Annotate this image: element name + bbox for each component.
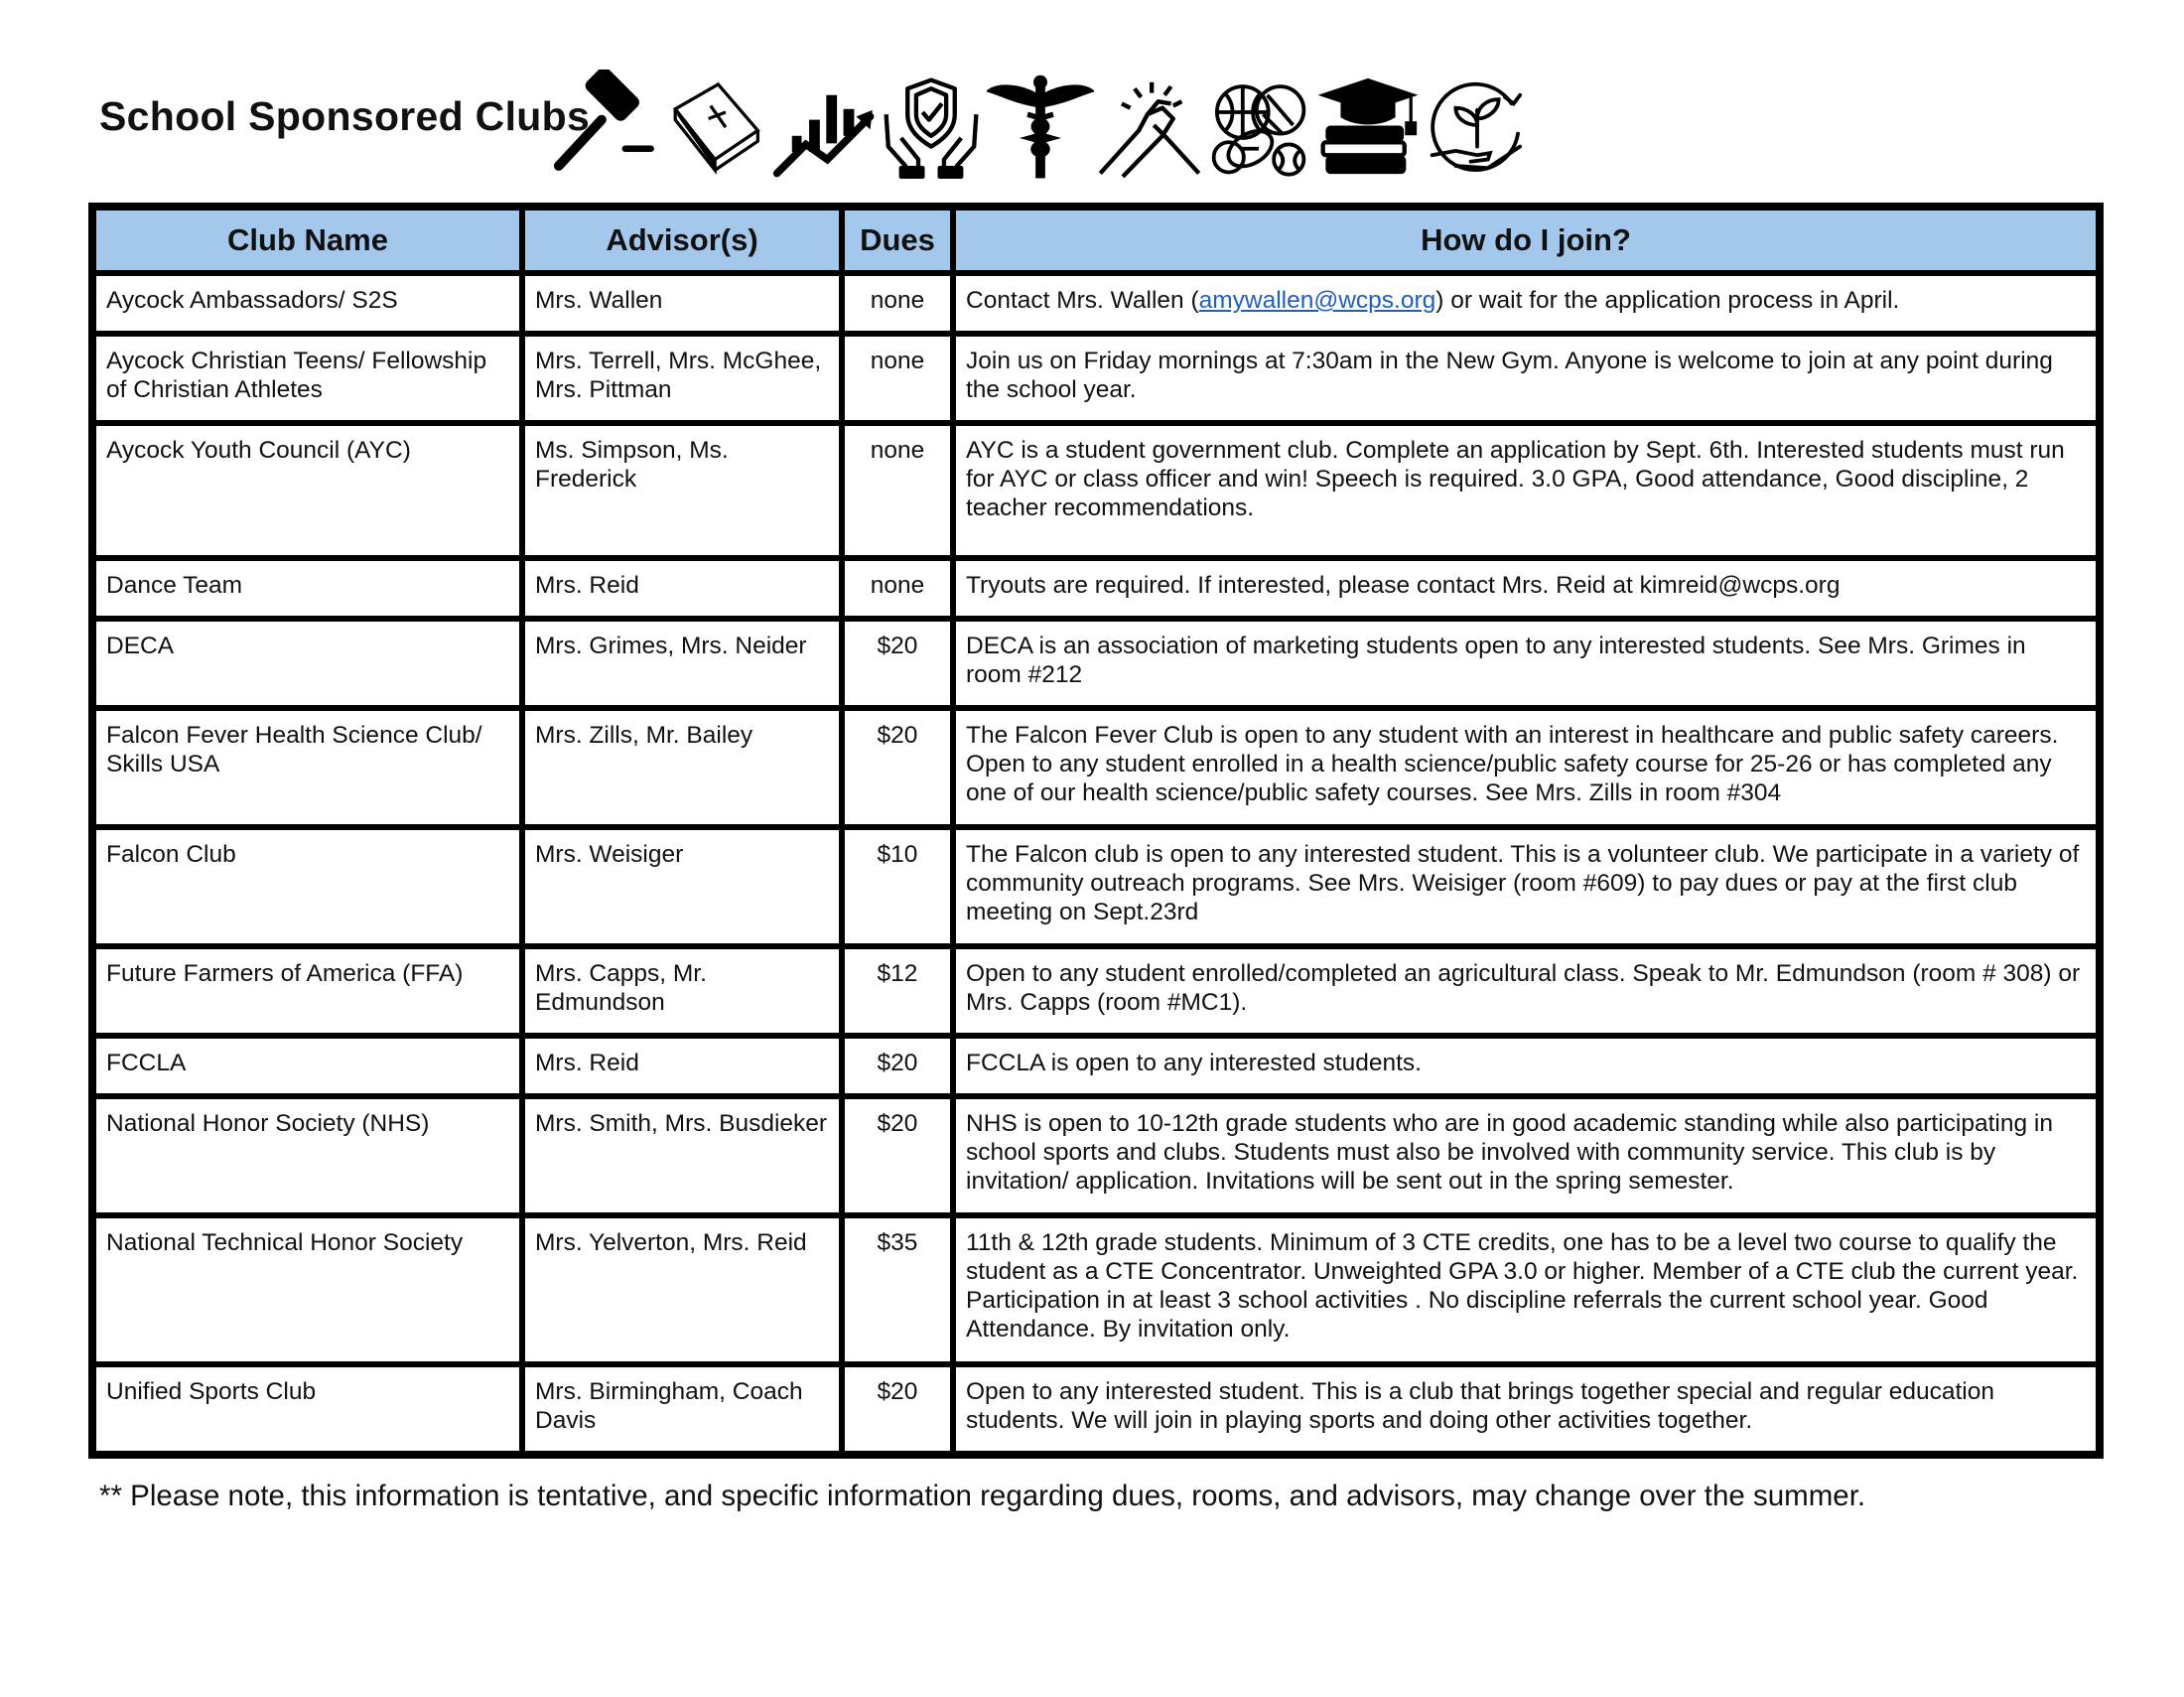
club-name: Falcon Club: [93, 827, 522, 946]
advisor: Mrs. Reid: [522, 558, 842, 619]
join-text: ) or wait for the application process in April.: [1435, 287, 1900, 314]
table-row: [93, 1364, 2099, 1454]
growth-chart-icon: [768, 70, 876, 181]
club-name: FCCLA: [93, 1036, 522, 1096]
how-to-join: FCCLA is open to any interested students.: [953, 1036, 2099, 1096]
dues: none: [842, 558, 953, 619]
dues: $12: [842, 946, 953, 1036]
dues: none: [842, 423, 953, 558]
club-name: Falcon Fever Health Science Club/ Skills USA: [93, 708, 522, 827]
table-row: [93, 1215, 2099, 1364]
table-row: [93, 558, 2099, 619]
advisor: Mrs. Terrell, Mrs. McGhee, Mrs. Pittman: [522, 334, 842, 423]
how-to-join: Join us on Friday mornings at 7:30am in the New Gym. Anyone is welcome to join at any point during the school year.: [953, 334, 2099, 423]
handshake-icon: [1096, 70, 1203, 181]
club-name: Future Farmers of America (FFA): [93, 946, 522, 1036]
table-row: [93, 1036, 2099, 1096]
dues: $20: [842, 1364, 953, 1454]
header-club-name: Club Name: [93, 208, 522, 273]
club-name: DECA: [93, 619, 522, 708]
advisor: Mrs. Zills, Mr. Bailey: [522, 708, 842, 827]
table-row: [93, 946, 2099, 1036]
advisor: Mrs. Smith, Mrs. Busdieker: [522, 1096, 842, 1215]
gavel-icon: [548, 70, 655, 181]
advisor: Mrs. Wallen: [522, 273, 842, 334]
page-title: School Sponsored Clubs: [99, 93, 591, 139]
dues: none: [842, 334, 953, 423]
how-to-join: Open to any interested student. This is a club that brings together special and regular education students. We will join in playing sports and doing other activities together.: [953, 1364, 2099, 1454]
advisor: Mrs. Capps, Mr. Edmundson: [522, 946, 842, 1036]
how-to-join: AYC is a student government club. Complete an application by Sept. 6th. Interested students must run for AYC or class officer and win! Speech is required. 3.0 GPA, Good attendance, Good discipline, 2 teacher recommendations.: [953, 423, 2099, 558]
table-row: [93, 1096, 2099, 1215]
how-to-join: NHS is open to 10-12th grade students who are in good academic standing while also participating in school sports and clubs. Students must also be involved with community service. This club is by invitation/ application. Invitations will be sent out in the spring semester.: [953, 1096, 2099, 1215]
bible-icon: [659, 70, 766, 181]
advisor: Mrs. Weisiger: [522, 827, 842, 946]
club-name: Dance Team: [93, 558, 522, 619]
dues: $10: [842, 827, 953, 946]
how-to-join: The Falcon club is open to any interested student. This is a volunteer club. We participate in a variety of community outreach programs. See Mrs. Weisiger (room #609) to pay dues or pay at the first club meeting on Sept.23rd: [953, 827, 2099, 946]
club-name: Aycock Ambassadors/ S2S: [93, 273, 522, 334]
dues: $20: [842, 708, 953, 827]
table-row: [93, 334, 2099, 423]
plant-hand-icon: [1424, 70, 1531, 181]
icon-strip: [548, 70, 1570, 181]
header-advisors: Advisor(s): [522, 208, 842, 273]
how-to-join: Tryouts are required. If interested, please contact Mrs. Reid at kimreid@wcps.org: [953, 558, 2099, 619]
advisor: Mrs. Grimes, Mrs. Neider: [522, 619, 842, 708]
table-header-row: [93, 208, 2099, 273]
how-to-join: Open to any student enrolled/completed an agricultural class. Speak to Mr. Edmundson (room # 308) or Mrs. Capps (room #MC1).: [953, 946, 2099, 1036]
advisor: Mrs. Yelverton, Mrs. Reid: [522, 1215, 842, 1364]
club-name: National Honor Society (NHS): [93, 1096, 522, 1215]
dues: none: [842, 273, 953, 334]
dues: $35: [842, 1215, 953, 1364]
dues: $20: [842, 619, 953, 708]
graduation-books-icon: [1314, 70, 1422, 181]
club-name: Unified Sports Club: [93, 1364, 522, 1454]
email-link[interactable]: amywallen@wcps.org: [1198, 287, 1436, 314]
club-name: Aycock Youth Council (AYC): [93, 423, 522, 558]
how-to-join: 11th & 12th grade students. Minimum of 3 CTE credits, one has to be a level two course to qualify the student as a CTE Concentrator. Unweighted GPA 3.0 or higher. Member of a CTE club the current year. Participation in at least 3 school activities . No discipline referrals the current school year. Good Attendance. By invitation only.: [953, 1215, 2099, 1364]
how-to-join: The Falcon Fever Club is open to any student with an interest in healthcare and public safety careers. Open to any student enrolled in a health science/public safety course for 25-26 or has completed any one of our health science/public safety courses. See Mrs. Zills in room #304: [953, 708, 2099, 827]
table-row: [93, 827, 2099, 946]
footer-note: ** Please note, this information is tentative, and specific information regarding dues, rooms, and advisors, may change over the summer.: [99, 1480, 1866, 1512]
shield-hands-icon: [878, 70, 985, 181]
club-name: Aycock Christian Teens/ Fellowship of Christian Athletes: [93, 334, 522, 423]
header-dues: Dues: [842, 208, 953, 273]
join-text: Contact Mrs. Wallen (: [966, 287, 1199, 314]
club-name: National Technical Honor Society: [93, 1215, 522, 1364]
advisor: Ms. Simpson, Ms. Frederick: [522, 423, 842, 558]
table-row: [93, 423, 2099, 558]
table-row: [93, 619, 2099, 708]
header-how-to-join: How do I join?: [953, 208, 2099, 273]
clubs-table: [88, 203, 2104, 1459]
advisor: Mrs. Reid: [522, 1036, 842, 1096]
dues: $20: [842, 1096, 953, 1215]
how-to-join: DECA is an association of marketing students open to any interested students. See Mrs. Grimes in room #212: [953, 619, 2099, 708]
caduceus-icon: [987, 70, 1094, 181]
dues: $20: [842, 1036, 953, 1096]
how-to-join: [953, 273, 2099, 334]
sports-balls-icon: [1205, 70, 1312, 181]
table-row: [93, 273, 2099, 334]
table-row: [93, 708, 2099, 827]
advisor: Mrs. Birmingham, Coach Davis: [522, 1364, 842, 1454]
